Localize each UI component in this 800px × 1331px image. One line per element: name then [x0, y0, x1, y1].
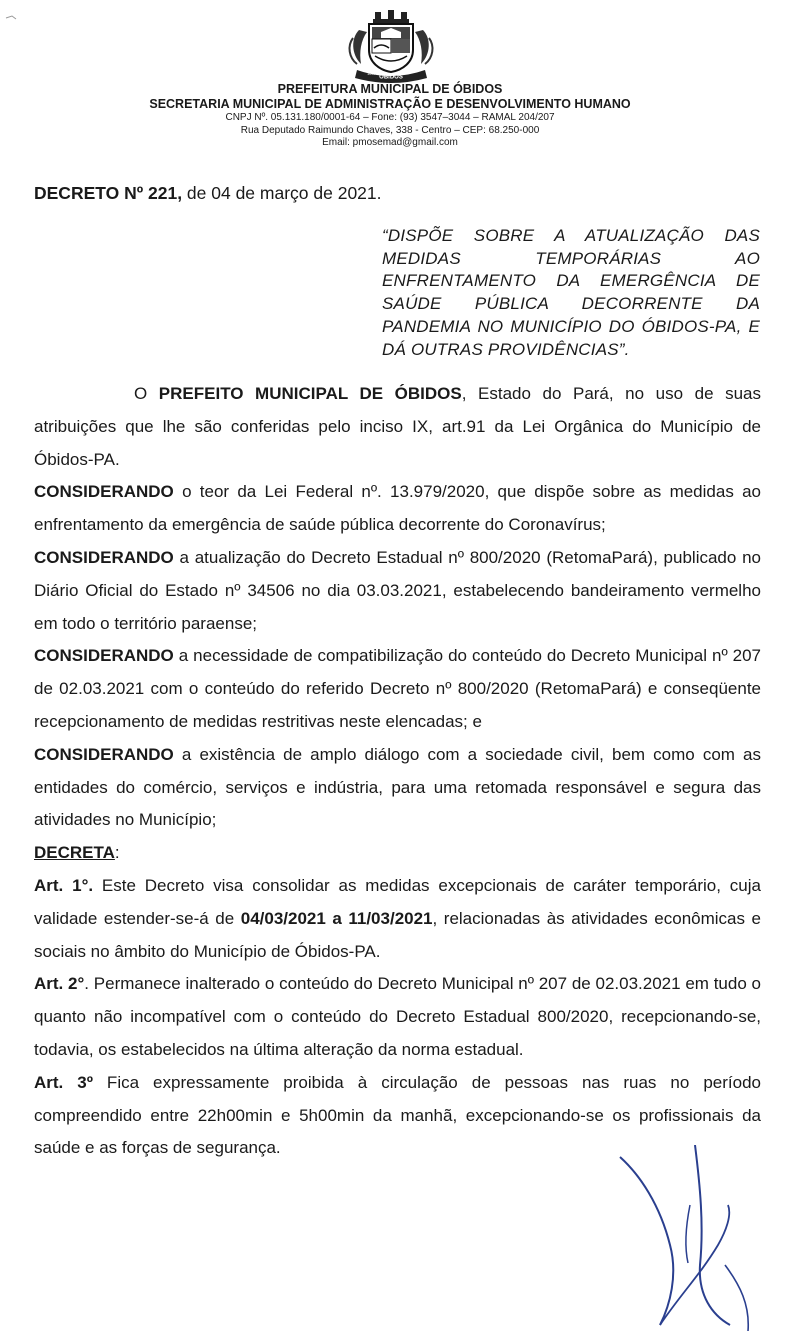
decreta-heading	[34, 837, 761, 870]
crest-banner-text: ÓBIDOS	[379, 74, 403, 81]
ementa: “DISPÕE SOBRE A ATUALIZAÇÃO DAS MEDIDAS TEMPORÁRIAS AO ENFRENTAMENTO DA EMERGÊNCIA DE SAÚDE PÚBLICA DECORRENTE DA PANDEMIA NO MUNICÍPIO DO ÓBIDOS-PA, E DÁ OUTRAS PROVIDÊNCIAS”.	[382, 226, 760, 359]
preamble-text: , Estado do Pará, no uso de suas atribuições que lhe são conferidas pelo inciso IX, art.91 da Lei Orgânica do Município de Óbidos-PA.	[34, 384, 761, 469]
considerando-label: CONSIDERANDO	[34, 482, 174, 502]
scan-speck	[4, 10, 24, 24]
article-1	[34, 870, 761, 968]
handwritten-signature	[600, 1145, 800, 1331]
preamble-authority: PREFEITO MUNICIPAL DE ÓBIDOS	[158, 384, 462, 403]
letterhead-secretaria: SECRETARIA MUNICIPAL DE ADMINISTRAÇÃO E DESENVOLVIMENTO HUMANO	[149, 97, 631, 111]
letterhead-cnpj: CNPJ Nº. 05.131.180/0001-64 – Fone: (93) 3547–3044 – RAMAL 204/207	[225, 112, 555, 123]
letterhead-address: Rua Deputado Raimundo Chaves, 338 - Centro – CEP: 68.250-000	[240, 124, 540, 136]
letterhead	[0, 82, 800, 150]
considerando-text: a existência de amplo diálogo com a sociedade civil, bem como com as entidades do comércio, serviços e indústria, para uma retomada responsável e segura das atividades no Município;	[34, 744, 761, 830]
considerando-paragraph	[34, 476, 761, 542]
article-2	[34, 968, 761, 1066]
decreta-label: DECRETA	[34, 843, 115, 863]
municipal-crest-icon	[345, 8, 437, 84]
decree-date: de 04 de março de 2021.	[182, 183, 382, 203]
decree-number: DECRETO Nº 221,	[34, 183, 183, 203]
preamble-paragraph	[34, 378, 761, 476]
decreta-colon: :	[114, 843, 120, 863]
decree-title	[34, 181, 382, 205]
preamble-lead: O	[134, 384, 159, 403]
considerando-paragraph	[34, 640, 761, 738]
article-3-label: Art. 3º	[34, 1072, 93, 1092]
document-body	[34, 378, 761, 1165]
article-2-text: . Permanece inalterado o conteúdo do Decreto Municipal nº 207 de 02.03.2021 em tudo o quanto não incompatível com o conteúdo do Decreto Estadual 800/2020, recepcionando-se, todavia, os estabelecidos na última alteração da norma estadual.	[34, 974, 761, 1059]
considerando-text: o teor da Lei Federal nº. 13.979/2020, que dispõe sobre as medidas ao enfrentamento da emergência de saúde pública decorrente do Coronavírus;	[34, 482, 761, 535]
considerando-label: CONSIDERANDO	[34, 744, 174, 764]
article-3-text: Fica expressamente proibida à circulação de pessoas nas ruas no período compreendido entre 22h00min e 5h00min da manhã, excepcionando-se os profissionais da saúde e as forças de segurança.	[34, 1072, 761, 1158]
article-1-period: 04/03/2021 a 11/03/2021	[240, 908, 433, 928]
considerando-paragraph	[34, 739, 761, 837]
crest-years: 1697 · 1758	[367, 71, 389, 76]
considerando-text: a necessidade de compatibilização do conteúdo do Decreto Municipal nº 207 de 02.03.2021 com o conteúdo do referido Decreto nº 800/2020 (RetomaPará) e conseqüente recepcionamento de medidas restritivas neste elencadas; e	[34, 646, 761, 731]
article-1-label: Art. 1°.	[34, 875, 94, 895]
considerando-label: CONSIDERANDO	[34, 547, 174, 567]
letterhead-prefeitura: PREFEITURA MUNICIPAL DE ÓBIDOS	[277, 82, 503, 96]
article-2-label: Art. 2°	[34, 974, 85, 994]
considerando-label: CONSIDERANDO	[34, 646, 174, 666]
article-1-text-end: , relacionadas às atividades econômicas e sociais no âmbito do Município de Óbidos-PA.	[34, 908, 761, 961]
article-3	[34, 1067, 761, 1165]
letterhead-email: Email: pmosemad@gmail.com	[322, 137, 458, 148]
considerando-text: a atualização do Decreto Estadual nº 800/2020 (RetomaPará), publicado no Diário Oficial do Estado nº 34506 no dia 03.03.2021, estabelecendo bandeiramento vermelho em todo o território paraense;	[34, 547, 761, 633]
article-1-text: Este Decreto visa consolidar as medidas excepcionais de caráter temporário, cuja validade estender-se-á de	[34, 875, 761, 928]
considerando-paragraph	[34, 542, 761, 640]
